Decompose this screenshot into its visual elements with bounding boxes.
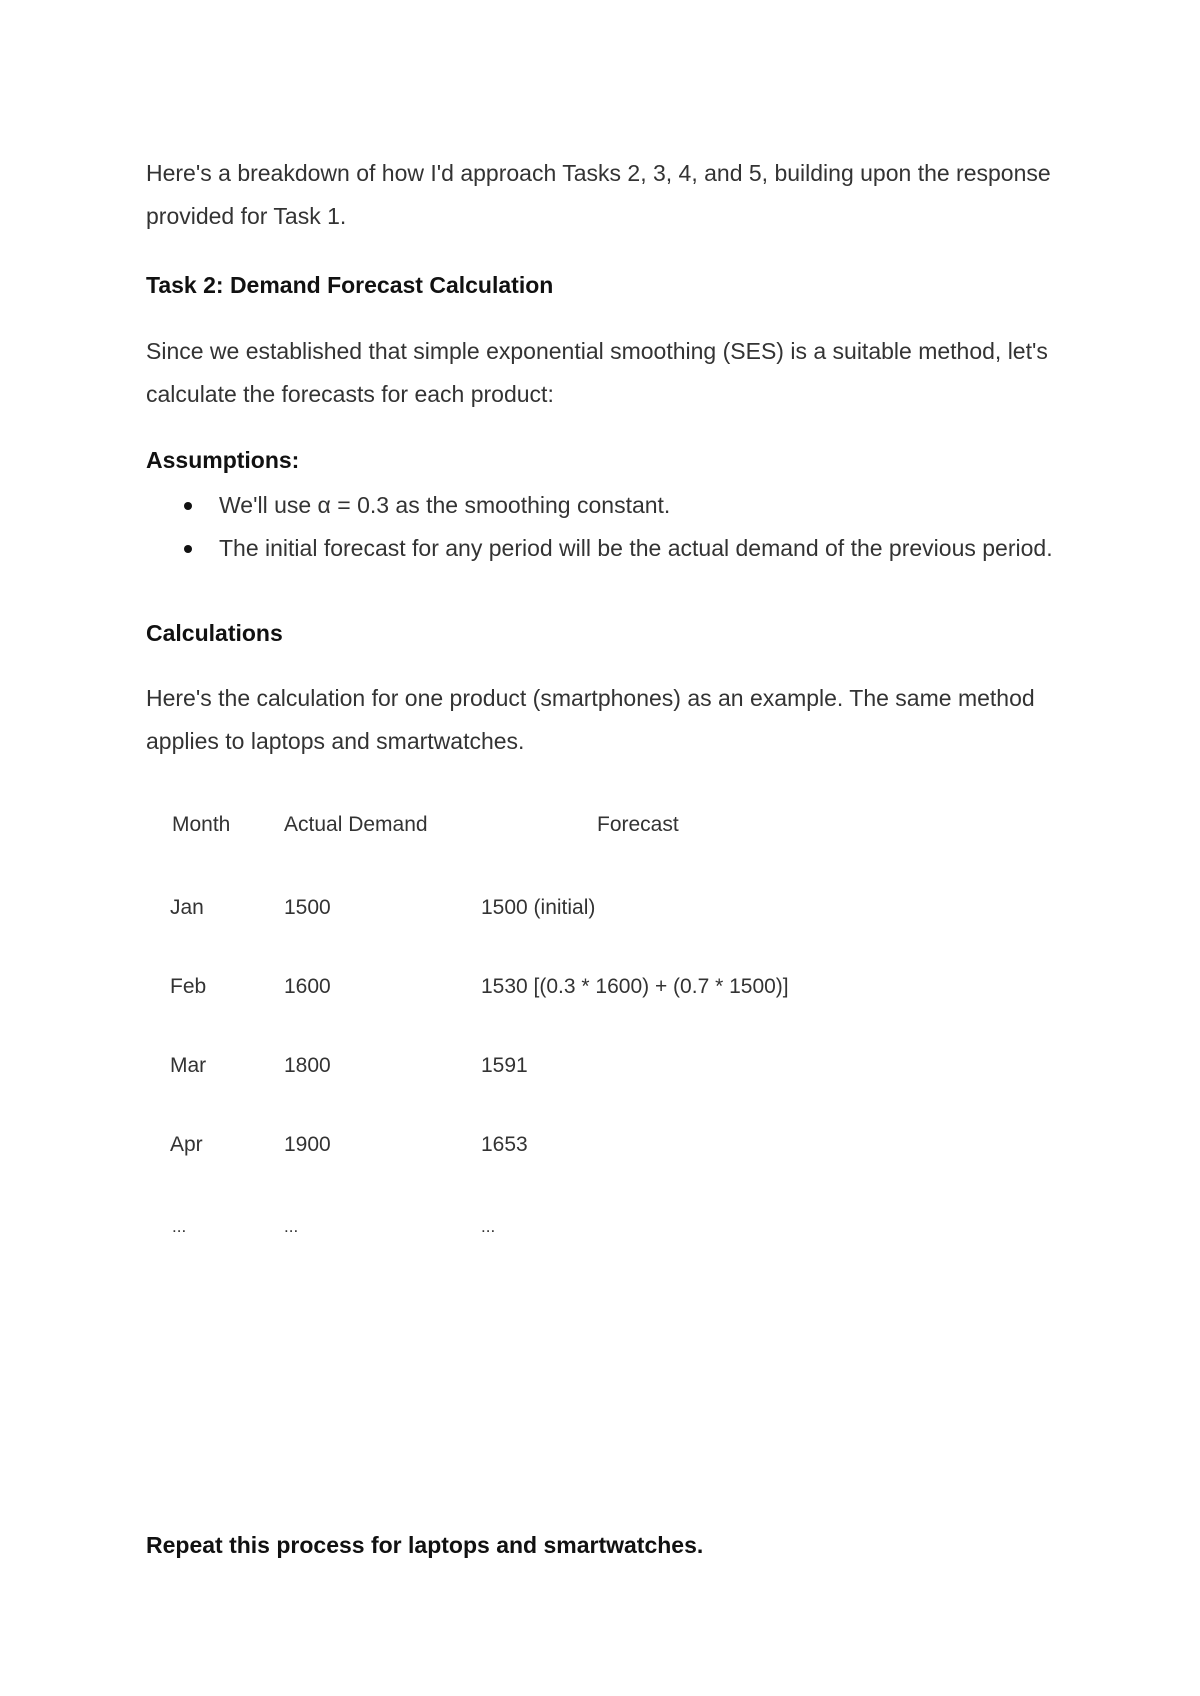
table-header-actual-demand: Actual Demand	[284, 813, 428, 836]
calc-paragraph: Here's the calculation for one product (smartphones) as an example. The same method applies to laptops and smartwatches.	[146, 685, 1035, 754]
task2-heading: Task 2: Demand Forecast Calculation	[146, 272, 554, 298]
table-cell-forecast: 1500 (initial)	[481, 896, 596, 919]
table-cell-forecast: ...	[481, 1217, 496, 1236]
assumptions-heading: Assumptions:	[146, 447, 300, 473]
table-cell-forecast: 1530 [(0.3 * 1600) + (0.7 * 1500)]	[481, 975, 789, 998]
ses-paragraph: Since we established that simple exponential smoothing (SES) is a suitable method, let's calculate the forecasts for each product:	[146, 338, 1048, 407]
assumption-text: The initial forecast for any period will be the actual demand of the previous period.	[219, 535, 1053, 561]
assumption-item	[146, 484, 1066, 527]
table-header-month: Month	[172, 813, 231, 836]
table-cell-actual: ...	[284, 1217, 299, 1236]
bullet-icon	[184, 545, 192, 553]
table-cell-month: Jan	[170, 896, 204, 919]
assumption-text: We'll use α = 0.3 as the smoothing constant.	[219, 492, 671, 518]
table-cell-actual: 1900	[284, 1133, 331, 1156]
table-cell-actual: 1800	[284, 1054, 331, 1077]
table-cell-forecast: 1591	[481, 1054, 528, 1077]
repeat-note: Repeat this process for laptops and smartwatches.	[146, 1532, 704, 1558]
table-cell-month: Mar	[170, 1054, 207, 1077]
calculations-heading: Calculations	[146, 620, 283, 646]
assumptions-list	[146, 484, 1066, 570]
bullet-icon	[184, 502, 192, 510]
table-cell-actual: 1500	[284, 896, 331, 919]
table-cell-actual: 1600	[284, 975, 331, 998]
table-cell-forecast: 1653	[481, 1133, 528, 1156]
table-cell-month: ...	[172, 1217, 187, 1236]
intro-paragraph: Here's a breakdown of how I'd approach Tasks 2, 3, 4, and 5, building upon the response provided for Task 1.	[146, 160, 1051, 229]
table-cell-month: Feb	[170, 975, 207, 998]
assumption-item	[146, 527, 1066, 570]
table-cell-month: Apr	[170, 1133, 203, 1156]
table-header-forecast: Forecast	[597, 813, 679, 836]
